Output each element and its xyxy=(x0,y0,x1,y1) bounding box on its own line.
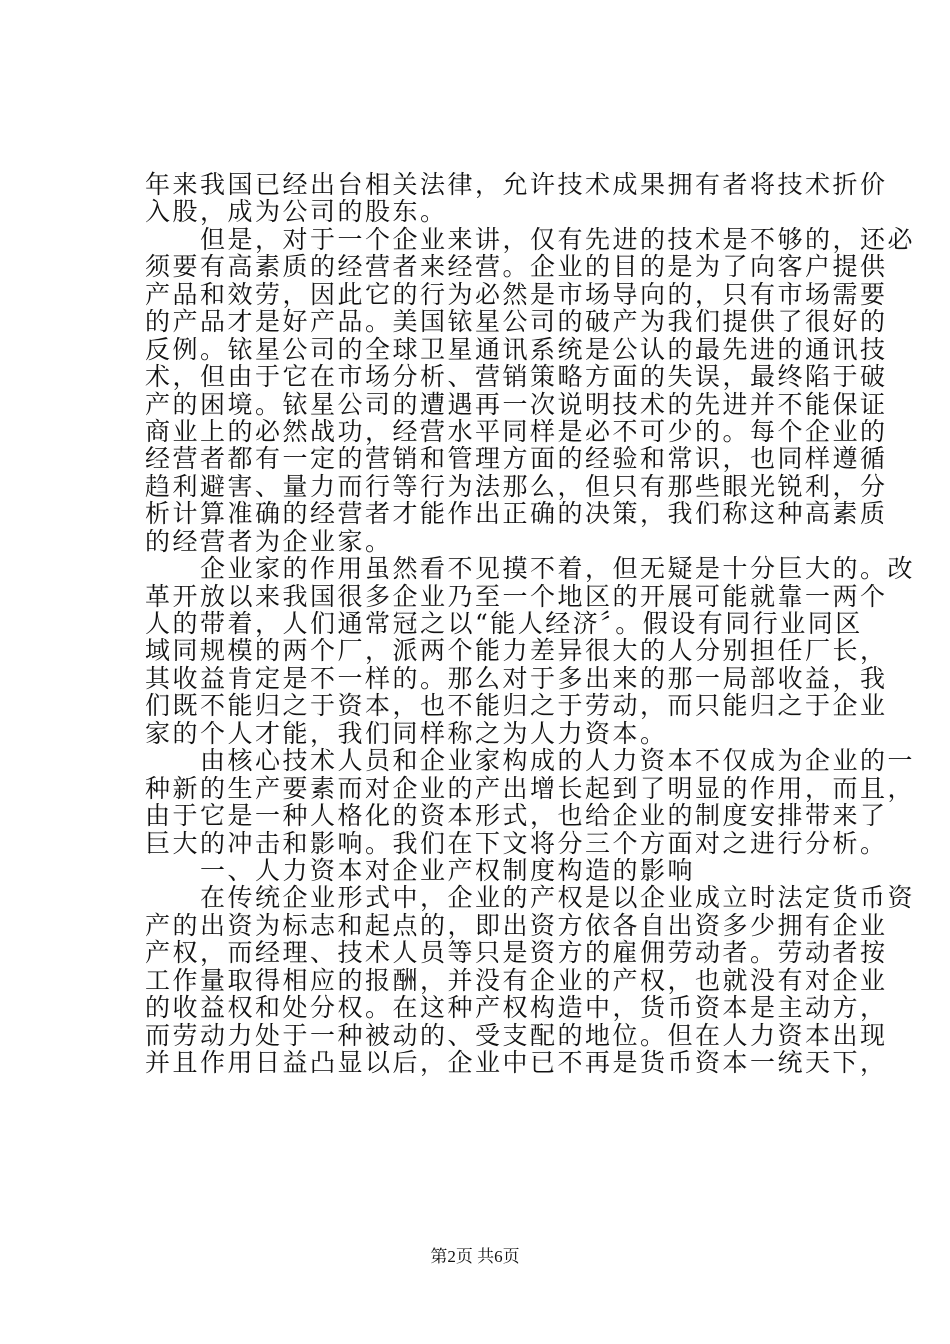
text-line: 产品和效劳，因此它的行为必然是市场导向的，只有市场需要 xyxy=(145,279,888,309)
text-line: 们既不能归之于资本，也不能归之于劳动，而只能归之于企业 xyxy=(145,691,888,721)
paragraph-start-line: 但是，对于一个企业来讲，仅有先进的技术是不够的，还必 xyxy=(200,224,916,254)
text-line: 须要有高素质的经营者来经营。企业的目的是为了向客户提供 xyxy=(145,252,888,282)
text-line: 革开放以来我国很多企业乃至一个地区的开展可能就靠一两个 xyxy=(145,581,888,611)
text-line: 工作量取得相应的报酬，并没有企业的产权，也就没有对企业 xyxy=(145,965,888,995)
page-number-footer: 第2页 共6页 xyxy=(430,1247,520,1266)
section-heading: 一、人力资本对企业产权制度构造的影响 xyxy=(200,855,696,885)
text-line: 的经营者为企业家。 xyxy=(145,526,393,556)
text-line: 的产品才是好产品。美国铱星公司的破产为我们提供了很好的 xyxy=(145,307,888,337)
text-line: 域同规模的两个厂，派两个能力差异很大的人分别担任厂长， xyxy=(145,636,888,666)
text-line: 产权，而经理、技术人员等只是资方的雇佣劳动者。劳动者按 xyxy=(145,938,888,968)
text-line: 并且作用日益凸显以后，企业中已不再是货币资本一统天下， xyxy=(145,1048,888,1077)
text-line: 年来我国已经出台相关法律，允许技术成果拥有者将技术折价 xyxy=(145,170,888,199)
text-line: 术，但由于它在市场分析、营销策略方面的失误，最终陷于破 xyxy=(145,362,888,392)
text-line: 家的个人才能，我们同样称之为人力资本。 xyxy=(145,718,668,748)
paragraph-start-line: 企业家的作用虽然看不见摸不着，但无疑是十分巨大的。改 xyxy=(200,554,916,584)
text-line: 由于它是一种人格化的资本形式，也给企业的制度安排带来了 xyxy=(145,801,888,831)
document-body xyxy=(145,170,916,1077)
text-line: 而劳动力处于一种被动的、受支配的地位。但在人力资本出现 xyxy=(145,1020,888,1050)
text-line: 反例。铱星公司的全球卫星通讯系统是公认的最先进的通讯技 xyxy=(145,334,888,364)
text-line: 趋利避害、量力而行等行为法那么，但只有那些眼光锐利，分 xyxy=(145,471,888,501)
paragraph-start-line: 在传统企业形式中，企业的产权是以企业成立时法定货币资 xyxy=(200,883,916,913)
paragraph-start-line: 由核心技术人员和企业家构成的人力资本不仅成为企业的一 xyxy=(200,746,916,776)
text-line: 的收益权和处分权。在这种产权构造中，货币资本是主动方， xyxy=(145,993,888,1023)
text-line: 巨大的冲击和影响。我们在下文将分三个方面对之进行分析。 xyxy=(145,828,888,858)
text-line: 析计算准确的经营者才能作出正确的决策，我们称这种高素质 xyxy=(145,499,888,529)
text-line: 经营者都有一定的营销和管理方面的经验和常识，也同样遵循 xyxy=(145,444,888,474)
text-line: 种新的生产要素而对企业的产出增长起到了明显的作用，而且， xyxy=(145,773,916,803)
text-line: 入股，成为公司的股东。 xyxy=(145,197,448,227)
text-line: 其收益肯定是不一样的。那么对于多出来的那一局部收益，我 xyxy=(145,663,888,693)
text-line: 人的带着，人们通常冠之以“能人经济〞。假设有同行业同区 xyxy=(145,609,863,638)
text-line: 产的出资为标志和起点的，即出资方依各自出资多少拥有企业 xyxy=(145,910,888,940)
text-line: 商业上的必然战功，经营水平同样是必不可少的。每个企业的 xyxy=(145,416,888,446)
text-line: 产的困境。铱星公司的遭遇再一次说明技术的先进并不能保证 xyxy=(145,389,888,419)
